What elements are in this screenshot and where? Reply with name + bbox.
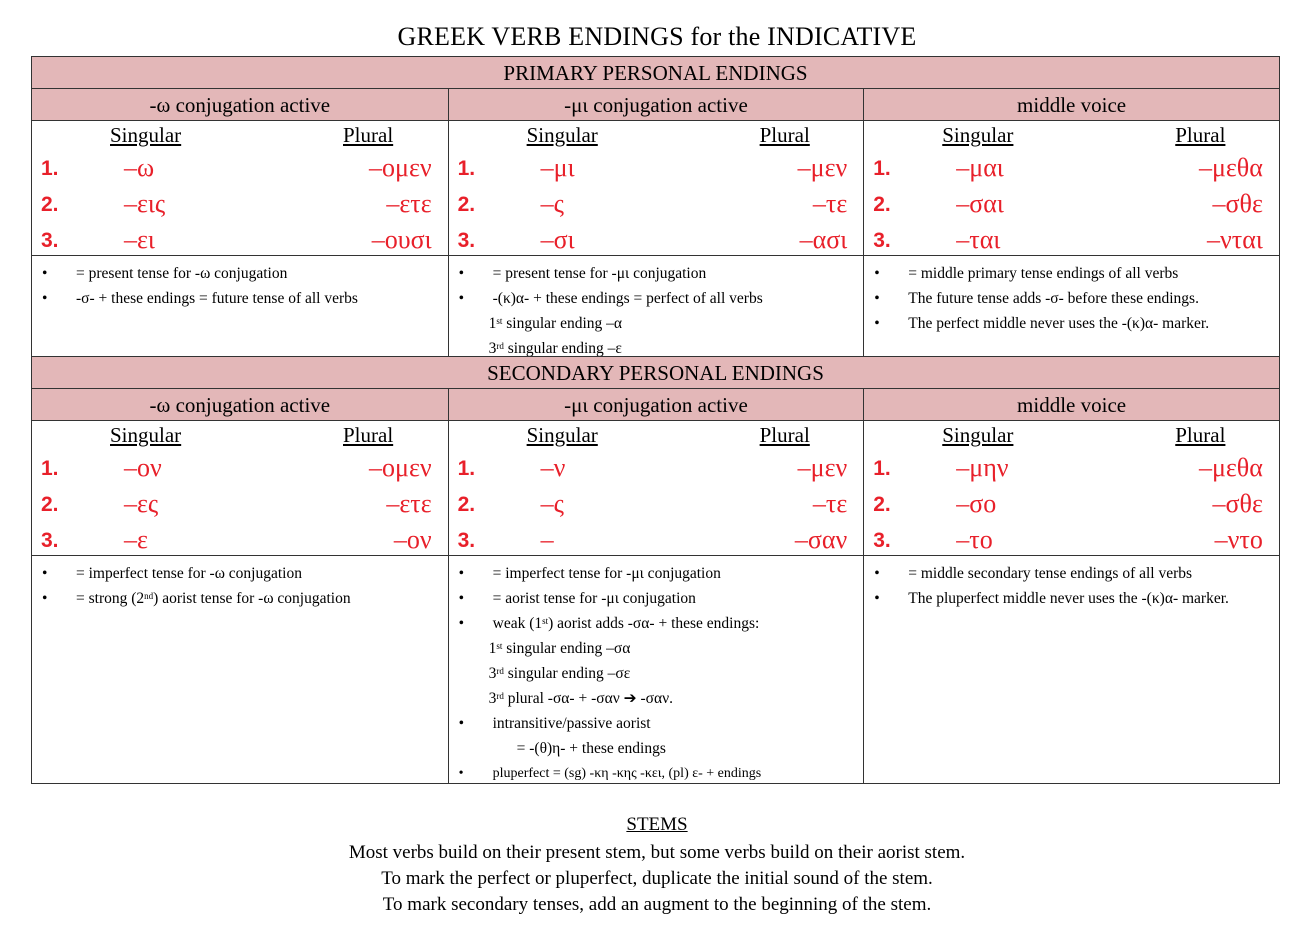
note-item: • = imperfect tense for -μι conjugation — [459, 561, 858, 586]
person-number: 2. — [457, 493, 476, 516]
singular-header: Singular — [526, 123, 598, 147]
plural-ending: –ασι — [799, 225, 848, 254]
endings-column — [32, 421, 448, 555]
plural-header: Plural — [759, 423, 810, 447]
person-number: 1. — [873, 157, 891, 180]
person-number: 3. — [41, 529, 59, 552]
column-headers — [32, 389, 1279, 421]
singular-ending: –ς — [540, 489, 564, 518]
singular-ending: –ον — [124, 453, 162, 482]
plural-ending: –σαν — [794, 525, 848, 554]
endings-row — [32, 421, 1279, 556]
singular-ending: –σο — [956, 489, 997, 518]
stems-line: To mark the perfect or pluperfect, duplicate the initial sound of the stem. — [381, 868, 933, 889]
singular-ending: –μι — [540, 153, 575, 182]
person-number: 3. — [457, 529, 476, 552]
primary-endings-table — [31, 56, 1280, 356]
note-item: • The future tense adds -σ- before these endings. — [874, 286, 1273, 311]
note-item: • -(κ)α- + these endings = perfect of all verbs — [459, 286, 858, 311]
plural-ending: –μεθα — [1198, 453, 1263, 482]
singular-header: Singular — [110, 123, 182, 147]
stems-heading: STEMS — [626, 814, 688, 835]
column-header: middle voice — [863, 89, 1279, 120]
notes-cell — [448, 555, 864, 783]
ending-row — [864, 191, 1279, 225]
singular-ending: –ς — [540, 189, 564, 218]
notes-row — [32, 255, 1279, 357]
note-item: • = imperfect tense for -ω conjugation — [42, 561, 442, 586]
singular-ending: –ν — [540, 453, 566, 482]
singular-ending: –ες — [124, 489, 159, 518]
person-number: 2. — [41, 193, 59, 216]
person-number: 1. — [873, 457, 891, 480]
plural-ending: –μεθα — [1198, 153, 1263, 182]
note-item: • = middle primary tense endings of all verbs — [874, 261, 1273, 286]
notes-row — [32, 555, 1279, 783]
endings-column — [863, 421, 1279, 555]
ending-row — [32, 491, 448, 525]
endings-column — [448, 421, 864, 555]
ending-row — [32, 155, 448, 189]
person-number: 2. — [457, 193, 476, 216]
ending-row — [449, 491, 864, 525]
plural-header: Plural — [759, 123, 810, 147]
person-number: 2. — [41, 493, 59, 516]
section-heading: SECONDARY PERSONAL ENDINGS — [32, 357, 1279, 389]
singular-ending: –ται — [956, 225, 1001, 254]
section-heading: PRIMARY PERSONAL ENDINGS — [32, 57, 1279, 89]
person-number: 2. — [873, 193, 891, 216]
note-item: • = present tense for -ω conjugation — [42, 261, 442, 286]
ending-row — [449, 191, 864, 225]
plural-ending: –ομεν — [369, 453, 432, 482]
plural-ending: –ετε — [386, 489, 432, 518]
note-subline: 1st singular ending –α — [488, 315, 623, 332]
note-subline: 3rd singular ending –ε — [488, 340, 622, 357]
note-subline: = -(θ)η- + these endings — [516, 740, 666, 757]
ending-row — [32, 191, 448, 225]
endings-column — [863, 121, 1279, 255]
singular-header: Singular — [942, 123, 1014, 147]
notes-cell — [863, 555, 1279, 783]
singular-header: Singular — [110, 423, 182, 447]
singular-ending: –ω — [124, 153, 155, 182]
ending-row — [864, 155, 1279, 189]
notes-cell — [863, 255, 1279, 357]
person-number: 3. — [457, 229, 476, 252]
column-header: -μι conjugation active — [448, 389, 864, 420]
plural-header: Plural — [1175, 423, 1226, 447]
singular-ending: –ει — [124, 225, 155, 254]
note-item: • pluperfect = (sg) -κη -κης -κει, (pl) ε- + endings — [459, 761, 858, 786]
singular-ending: –σαι — [956, 189, 1004, 218]
column-header: middle voice — [863, 389, 1279, 420]
secondary-endings-table — [31, 356, 1280, 784]
plural-ending: –ομεν — [369, 153, 432, 182]
note-item: • = aorist tense for -μι conjugation — [459, 586, 858, 611]
person-number: 3. — [873, 529, 891, 552]
plural-ending: –ετε — [386, 189, 432, 218]
note-subline: 1st singular ending –σα — [488, 640, 631, 657]
stems-section — [0, 812, 1314, 918]
plural-ending: –ουσι — [371, 225, 432, 254]
stems-line: Most verbs build on their present stem, but some verbs build on their aorist stem. — [348, 842, 966, 863]
singular-ending: –το — [956, 525, 993, 554]
column-header: -ω conjugation active — [149, 393, 331, 417]
singular-header: Singular — [942, 423, 1014, 447]
plural-header: Plural — [343, 123, 394, 147]
notes-cell — [32, 555, 448, 783]
ending-row — [449, 155, 864, 189]
singular-ending: –μαι — [956, 153, 1004, 182]
plural-ending: –σθε — [1212, 189, 1263, 218]
notes-cell — [448, 255, 864, 357]
column-header: -μι conjugation active — [448, 89, 864, 120]
person-number: 3. — [873, 229, 891, 252]
singular-ending: –μην — [956, 453, 1009, 482]
singular-ending: –σι — [540, 225, 575, 254]
singular-ending: – — [540, 525, 554, 554]
plural-ending: –μεν — [797, 453, 848, 482]
ending-row — [32, 455, 448, 489]
note-item: • The pluperfect middle never uses the -(κ)α- marker. — [874, 586, 1273, 611]
stems-line: To mark secondary tenses, add an augment to the beginning of the stem. — [382, 894, 932, 915]
plural-ending: –νται — [1207, 225, 1263, 254]
note-item: • = middle secondary tense endings of all verbs — [874, 561, 1273, 586]
plural-ending: –μεν — [797, 153, 848, 182]
plural-header: Plural — [1175, 123, 1226, 147]
note-item: • The perfect middle never uses the -(κ)α- marker. — [874, 311, 1273, 336]
person-number: 1. — [457, 157, 476, 180]
person-number: 2. — [873, 493, 891, 516]
plural-ending: –σθε — [1212, 489, 1263, 518]
note-item: • = present tense for -μι conjugation — [459, 261, 858, 286]
page-title: GREEK VERB ENDINGS for the INDICATIVE — [397, 22, 917, 51]
ending-row — [864, 455, 1279, 489]
column-header: -ω conjugation active — [149, 93, 331, 117]
singular-ending: –εις — [124, 189, 166, 218]
plural-ending: –ον — [393, 525, 432, 554]
ending-row — [449, 455, 864, 489]
note-item: • intransitive/passive aorist — [459, 711, 858, 736]
ending-row — [864, 491, 1279, 525]
plural-ending: –τε — [812, 189, 848, 218]
note-subline: 3rd singular ending –σε — [488, 665, 631, 682]
singular-header: Singular — [526, 423, 598, 447]
note-item: • weak (1st) aorist adds -σα- + these endings: — [459, 611, 858, 636]
plural-ending: –ντο — [1214, 525, 1263, 554]
person-number: 1. — [41, 457, 59, 480]
notes-cell — [32, 255, 448, 357]
plural-ending: –τε — [812, 489, 848, 518]
endings-column — [32, 121, 448, 255]
person-number: 3. — [41, 229, 59, 252]
note-item: • = strong (2nd) aorist tense for -ω conjugation — [42, 586, 442, 611]
endings-row — [32, 121, 1279, 256]
column-headers — [32, 89, 1279, 121]
note-subline: 3rd plural -σα- + -σαν ➔ -σαν. — [488, 690, 673, 707]
person-number: 1. — [41, 157, 59, 180]
person-number: 1. — [457, 457, 476, 480]
note-item: • -σ- + these endings = future tense of all verbs — [42, 286, 442, 311]
singular-ending: –ε — [124, 525, 148, 554]
plural-header: Plural — [343, 423, 394, 447]
endings-column — [448, 121, 864, 255]
